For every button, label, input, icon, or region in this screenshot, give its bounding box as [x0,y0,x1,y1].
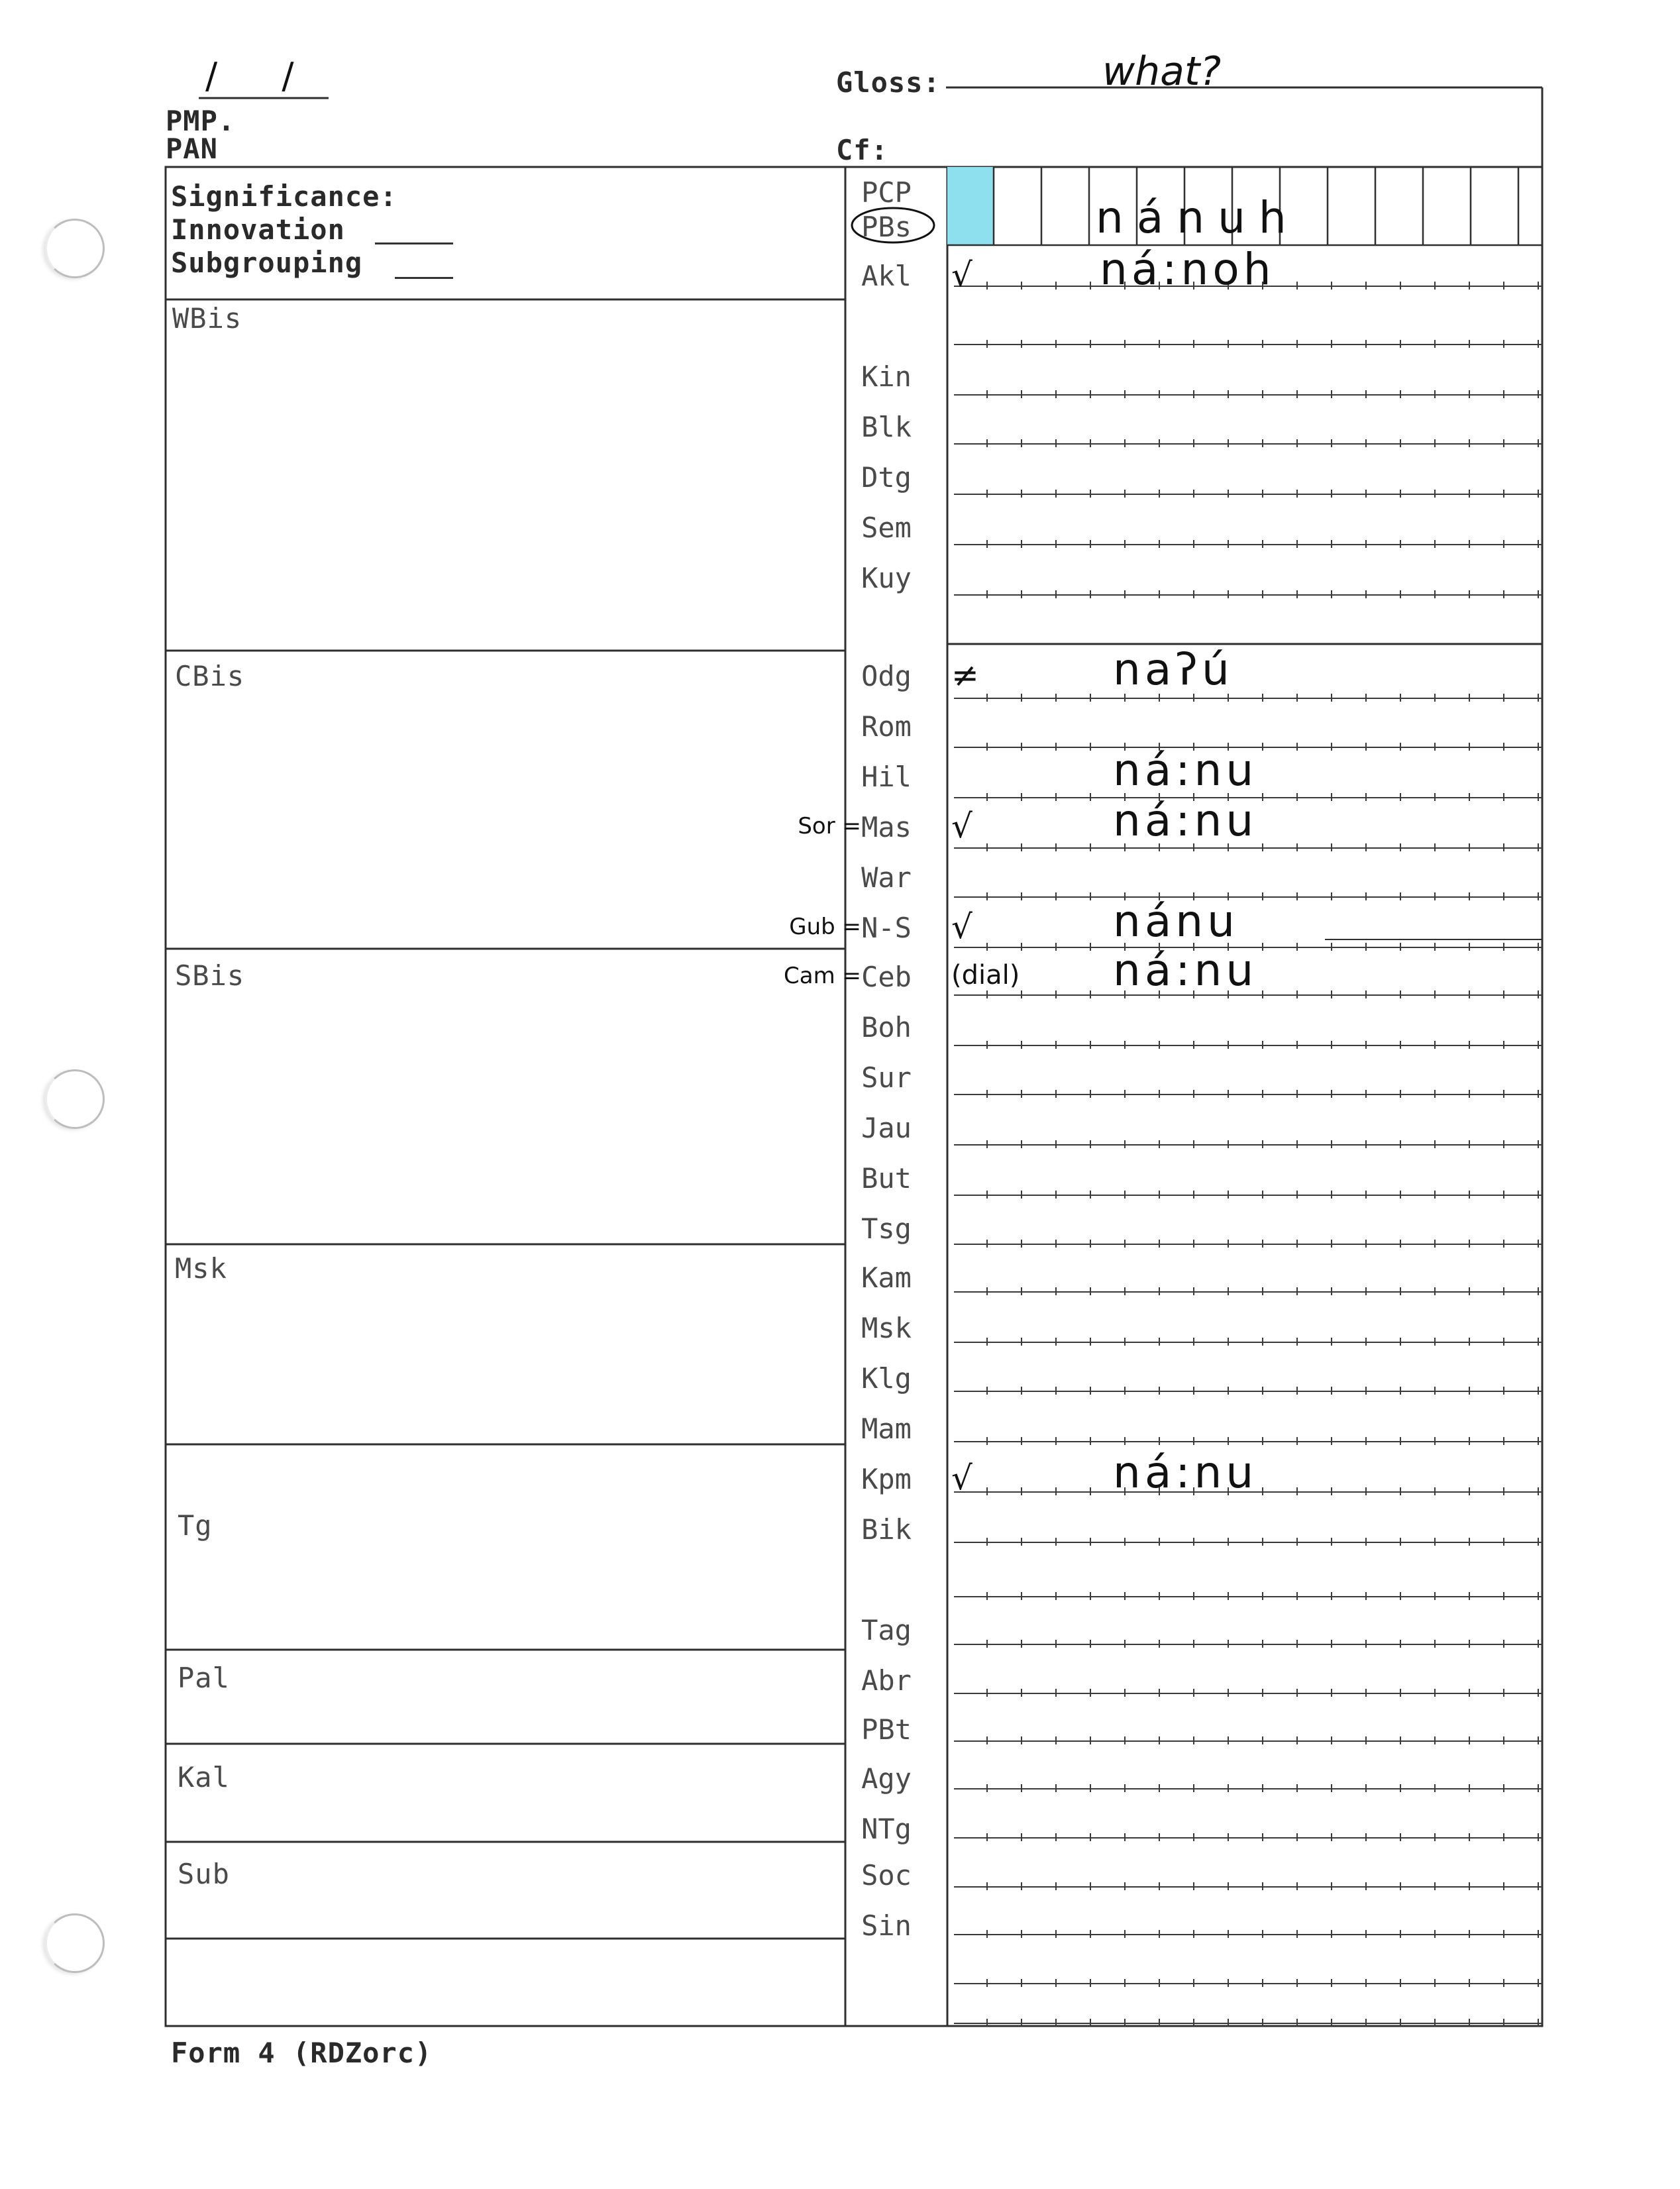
section-pal: Pal [178,1662,230,1694]
language-code-ceb: Ceb [861,961,912,993]
punch-hole-middle [45,1069,105,1129]
language-code-n-s: N-S [861,912,912,944]
language-code-boh: Boh [861,1011,912,1043]
section-msk: Msk [175,1252,227,1285]
innovation-label: Innovation [171,213,345,246]
gloss-value: what? [1102,48,1222,95]
section-wbis: WBis [172,302,242,335]
gloss-label: Gloss: [836,66,941,99]
label-pcp: PCP [861,176,912,209]
section-cbis: CBis [175,660,245,692]
check-mark: ≠ [951,656,979,694]
language-code-tsg: Tsg [861,1212,912,1245]
check-mark: √ [951,1459,972,1497]
equivalence-note: Cam = [784,963,861,989]
language-code-hil: Hil [861,761,912,793]
language-code-war: War [861,861,912,894]
language-code-odg: Odg [861,660,912,692]
language-code-msk: Msk [861,1312,912,1344]
language-code-agy: Agy [861,1762,912,1795]
handwritten-form: ná:nu [1113,745,1258,796]
date-marks: / / [205,55,321,97]
handwritten-form: naʔú [1113,644,1234,695]
punch-hole-top [45,219,105,278]
check-mark: √ [951,908,972,946]
punch-hole-bottom [45,1913,105,1973]
handwritten-form: ná:nu [1113,945,1258,996]
handwritten-form: ná:nu [1113,1447,1258,1498]
language-code-bik: Bik [861,1513,912,1546]
check-mark: √ [951,256,972,294]
proto-form: nánuh [1096,192,1300,243]
section-sbis: SBis [175,959,245,992]
significance-title: Significance: [171,180,397,213]
section-tg: Tg [178,1509,213,1542]
handwritten-form: nánu [1113,896,1239,947]
check-mark: (dial) [951,960,1020,990]
language-code-sur: Sur [861,1061,912,1094]
pan-label: PAN [166,133,218,165]
language-code-pbt: PBt [861,1713,912,1746]
language-code-tag: Tag [861,1614,912,1646]
cf-label: Cf: [836,134,888,166]
pmp-label: PMP. [166,105,236,137]
check-mark: √ [951,807,972,845]
language-code-kam: Kam [861,1261,912,1294]
language-code-jau: Jau [861,1112,912,1144]
language-code-blk: Blk [861,411,912,443]
language-code-akl: Akl [861,260,912,292]
subgrouping-label: Subgrouping [171,246,363,279]
language-code-mam: Mam [861,1413,912,1445]
equivalence-note: Sor = [798,813,861,839]
language-code-sin: Sin [861,1909,912,1942]
language-code-rom: Rom [861,710,912,743]
section-sub: Sub [178,1858,230,1890]
language-code-abr: Abr [861,1664,912,1697]
subgrouping-blank [395,277,453,279]
handwritten-form: ná:noh [1100,244,1275,295]
language-code-kin: Kin [861,360,912,393]
section-kal: Kal [178,1761,230,1793]
language-code-but: But [861,1162,912,1195]
language-code-soc: Soc [861,1859,912,1892]
innovation-blank [375,242,453,244]
handwritten-form: ná:nu [1113,795,1258,846]
language-code-klg: Klg [861,1362,912,1395]
language-code-sem: Sem [861,511,912,544]
form-footer: Form 4 (RDZorc) [171,2037,433,2069]
language-code-kpm: Kpm [861,1463,912,1495]
label-pbs: PBs [861,211,912,243]
language-code-mas: Mas [861,811,912,843]
language-code-dtg: Dtg [861,461,912,494]
language-code-kuy: Kuy [861,562,912,594]
equivalence-note: Gub = [789,914,861,940]
language-code-ntg: NTg [861,1813,912,1845]
